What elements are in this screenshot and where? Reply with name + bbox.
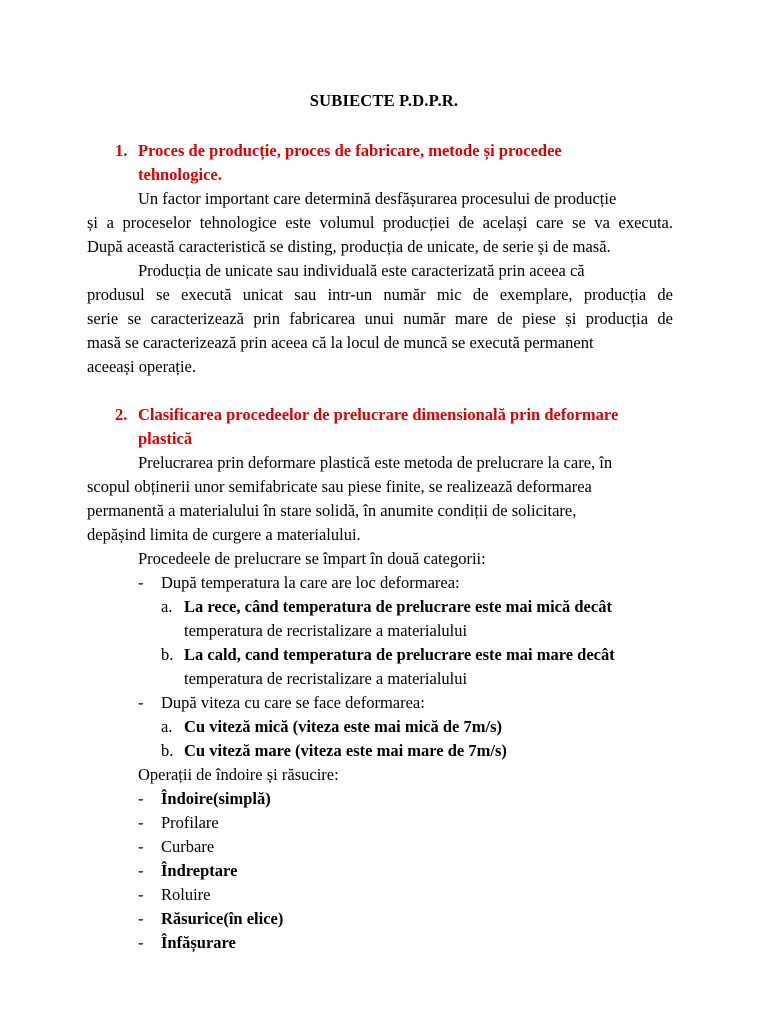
section-1-heading-line-1: Proces de producție, proces de fabricare, metode și procedee <box>138 141 562 160</box>
category-1-item-b-line-2: temperatura de recristalizare a materialului <box>184 669 468 688</box>
category-2-item-a: Cu viteză mică (viteza este mai mică de 7m/s) <box>184 717 502 736</box>
category-2-label: După viteza cu care se face deformarea: <box>161 693 425 712</box>
operation-item: Curbare <box>161 837 215 856</box>
category-1-item-b-line-1: La cald, cand temperatura de prelucrare este mai mare decât <box>184 645 615 664</box>
section-2-paragraph-2: Procedeele de prelucrare se împart în două categorii: <box>138 549 486 568</box>
section-2-paragraph-1-line-2: scopul obținerii unor semifabricate sau piese finite, se realizează deformarea <box>87 477 592 496</box>
section-1-paragraph-2-line-5: aceeași operație. <box>87 357 197 376</box>
operation-dash: - <box>138 885 144 904</box>
section-1-number: 1. <box>115 141 128 160</box>
section-1-paragraph-1-line-1: Un factor important care determină desfășurarea procesului de producție <box>138 189 617 208</box>
category-1-dash: - <box>138 573 144 592</box>
category-1-item-a-line-1: La rece, când temperatura de prelucrare este mai mică decât <box>184 597 612 616</box>
operation-item: Roluire <box>161 885 211 904</box>
category-1-item-b-label: b. <box>161 645 174 664</box>
section-1-paragraph-2-line-2: produsul se execută unicat sau intr-un număr mic de exemplare, producția de <box>87 285 673 304</box>
section-2-heading-line-2: plastică <box>138 429 193 448</box>
category-2-dash: - <box>138 693 144 712</box>
category-2-item-b: Cu viteză mare (viteza este mai mare de 7m/s) <box>184 741 507 760</box>
operation-item: Îndreptare <box>161 861 238 880</box>
operation-item: Profilare <box>161 813 219 832</box>
operation-item: Răsurice(în elice) <box>161 909 284 928</box>
operation-dash: - <box>138 837 144 856</box>
section-1-paragraph-1-line-2: și a proceselor tehnologice este volumul producției de același care se va executa. <box>87 213 673 232</box>
category-1-label: După temperatura la care are loc deformarea: <box>161 573 460 592</box>
operation-dash: - <box>138 933 144 952</box>
category-2-item-b-label: b. <box>161 741 174 760</box>
operation-dash: - <box>138 789 144 808</box>
section-1-paragraph-2-line-4: masă se caracterizează prin aceea că la locul de muncă se execută permanent <box>87 333 594 352</box>
section-1-paragraph-2-line-1: Producția de unicate sau individuală este caracterizată prin aceea că <box>138 261 585 280</box>
section-2-paragraph-1-line-1: Prelucrarea prin deformare plastică este metoda de prelucrare la care, în <box>138 453 613 472</box>
category-1-item-a-label: a. <box>161 597 173 616</box>
operation-dash: - <box>138 909 144 928</box>
section-2-number: 2. <box>115 405 128 424</box>
section-2-paragraph-1-line-4: depășind limita de curgere a materialului. <box>87 525 361 544</box>
page-title: SUBIECTE P.D.P.R. <box>309 91 459 110</box>
category-1-item-a-line-2: temperatura de recristalizare a materialului <box>184 621 468 640</box>
operation-dash: - <box>138 861 144 880</box>
operation-dash: - <box>138 813 144 832</box>
operation-item: Îndoire(simplă) <box>161 789 271 808</box>
section-2-heading-line-1: Clasificarea procedeelor de prelucrare dimensională prin deformare <box>138 405 619 424</box>
section-1-paragraph-2-line-3: serie se caracterizează prin fabricarea unui număr mare de piese și producția de <box>87 309 673 328</box>
section-1-heading-line-2: tehnologice. <box>138 165 222 184</box>
category-2-item-a-label: a. <box>161 717 173 736</box>
section-1-paragraph-1-line-3: După această caracteristică se disting, producția de unicate, de serie și de masă. <box>87 237 611 256</box>
operation-item: Înfășurare <box>161 933 236 952</box>
operations-title: Operații de îndoire și răsucire: <box>138 765 339 784</box>
section-2-paragraph-1-line-3: permanentă a materialului în stare solidă, în anumite condiții de solicitare, <box>87 501 577 520</box>
